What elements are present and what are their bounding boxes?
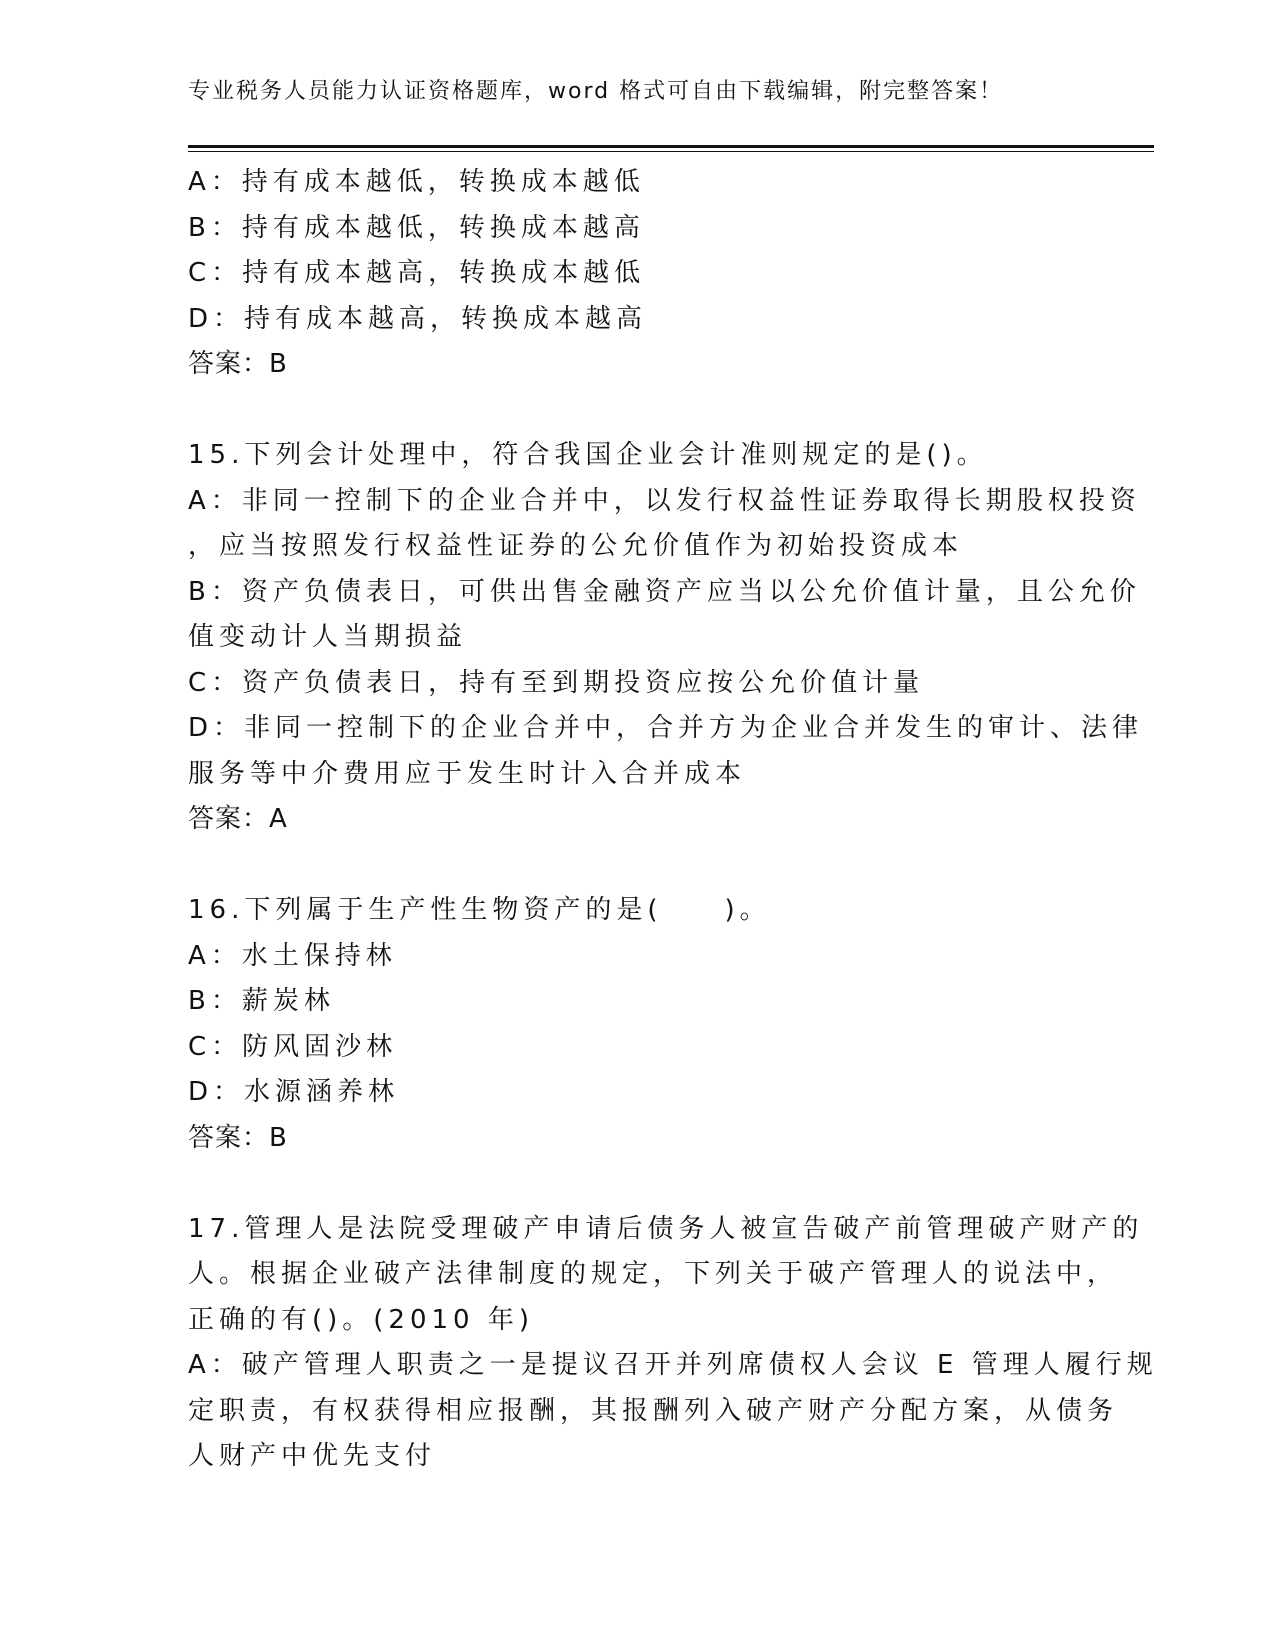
question-stem: 15.下列会计处理中，符合我国企业会计准则规定的是()。 <box>188 440 988 470</box>
option-c: C：持有成本越高，转换成本越低 <box>188 258 646 288</box>
option-c: C：防风固沙林 <box>188 1031 398 1062</box>
option-a-continued: 人财产中优先支付 <box>188 1441 437 1471</box>
option-a: A：水土保持林 <box>188 940 397 971</box>
question-14 <box>188 160 1088 388</box>
answer: 答案：A <box>188 804 288 834</box>
option-a: A：非同一控制下的企业合并中，以发行权益性证券取得长期股权投资 <box>188 485 1141 516</box>
question-15 <box>188 433 1144 843</box>
spacer <box>188 1161 1088 1207</box>
question-stem: 16.下列属于生产性生物资产的是( )。 <box>188 895 771 925</box>
page-header: 专业税务人员能力认证资格题库，word 格式可自由下载编辑，附完整答案！ <box>188 79 1004 104</box>
option-a: A：破产管理人职责之一是提议召开并列席债权人会议 E 管理人履行规 <box>188 1350 1158 1380</box>
option-b-continued: 值变动计人当期损益 <box>188 622 468 652</box>
option-d: D：水源涵养林 <box>188 1077 400 1107</box>
option-b: B：持有成本越低，转换成本越高 <box>188 212 645 243</box>
option-a-continued: ，应当按照发行权益性证券的公允价值作为初始投资成本 <box>188 531 964 561</box>
option-d: D：非同一控制下的企业合并中，合并方为企业合并发生的审计、法律 <box>188 713 1144 743</box>
question-content <box>188 160 1158 1480</box>
option-a-continued: 定职责，有权获得相应报酬，其报酬列入破产财产分配方案，从债务 <box>188 1395 1119 1426</box>
spacer <box>188 388 1088 434</box>
spacer <box>188 843 1088 889</box>
option-d: D：持有成本越高，转换成本越高 <box>188 303 648 334</box>
question-16 <box>188 888 1088 1161</box>
question-17 <box>188 1207 1158 1480</box>
header-rule-thin <box>188 151 1154 152</box>
option-c: C：资产负债表日，持有至到期投资应按公允价值计量 <box>188 667 925 698</box>
header-rule-thick <box>188 145 1154 148</box>
answer: 答案：B <box>188 1122 288 1153</box>
question-stem-continued: 人。根据企业破产法律制度的规定，下列关于破产管理人的说法中， <box>188 1259 1119 1289</box>
question-stem-continued: 正确的有()。(2010 年) <box>188 1304 535 1335</box>
answer: 答案：B <box>188 349 288 379</box>
option-d-continued: 服务等中介费用应于发生时计入合并成本 <box>188 758 747 789</box>
option-b: B：薪炭林 <box>188 986 335 1016</box>
question-stem: 17.管理人是法院受理破产申请后债务人被宣告破产前管理破产财产的 <box>188 1213 1144 1244</box>
option-b: B：资产负债表日，可供出售金融资产应当以公允价值计量，且公允价 <box>188 576 1141 607</box>
option-a: A：持有成本越低，转换成本越低 <box>188 167 645 197</box>
